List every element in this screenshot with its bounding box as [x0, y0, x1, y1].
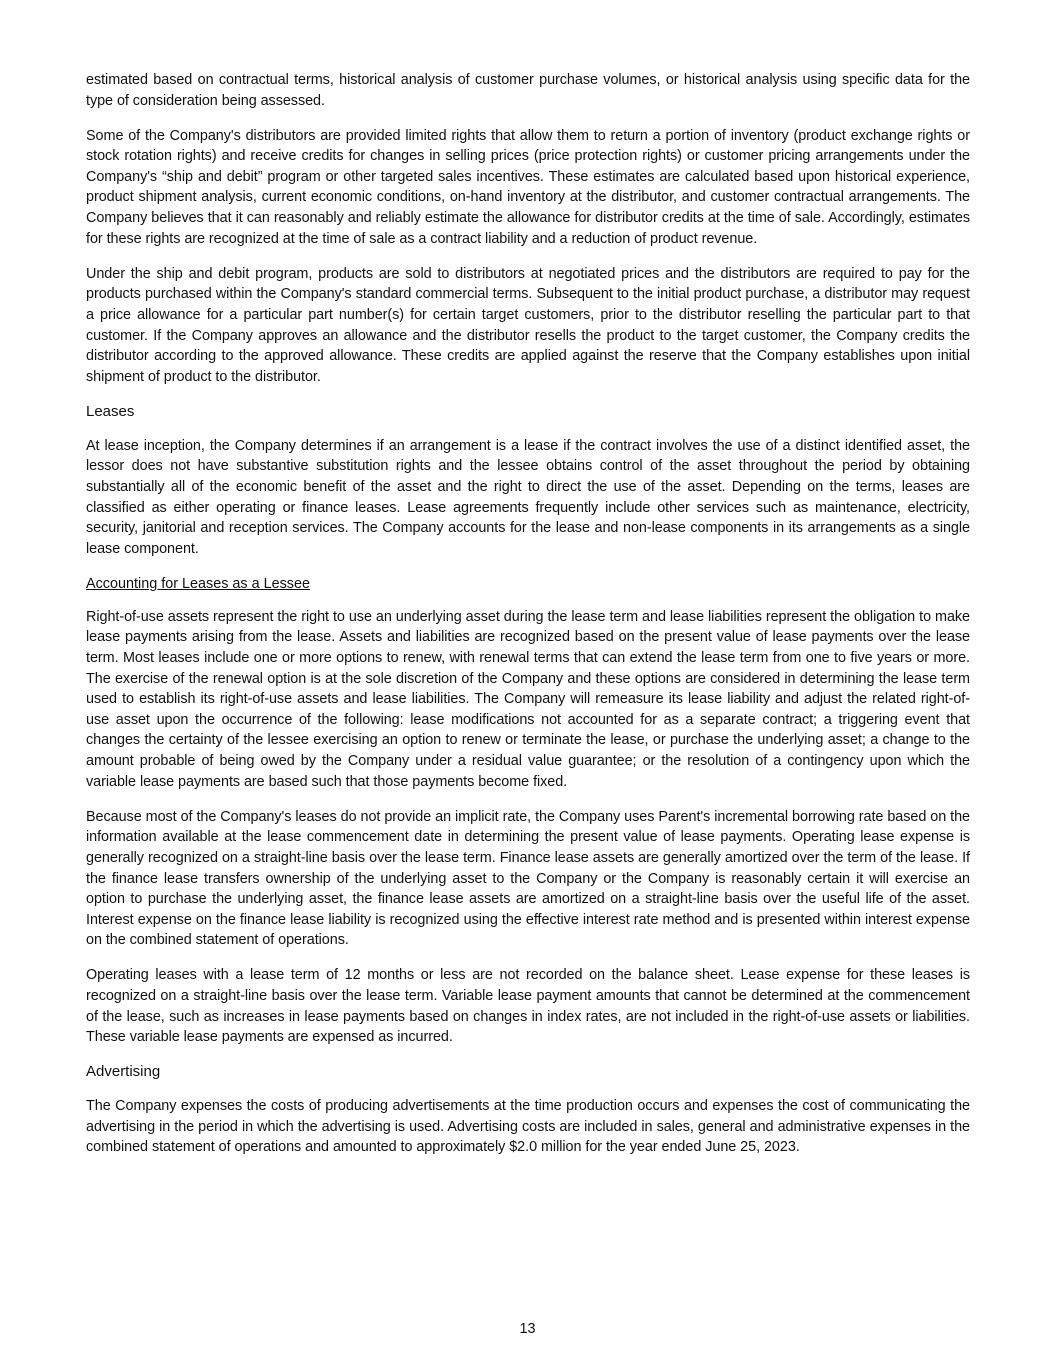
paragraph-lease-inception: At lease inception, the Company determines if an arrangement is a lease if the contract involves the use of a distinct identified asset, the lessor does not have substantive substitution rights and the lessee obtains control of the asset throughout the period by obtaining substantially all of the economic benefit of the asset and the right to direct the use of the asset. Depending on the terms, leases are classified as either operating or finance leases. Lease agreements frequently include other services such as maintenance, electricity, security, janitorial and reception services. The Company accounts for the lease and non-lease components in its arrangements as a single lease component. [86, 437, 970, 557]
section-heading-leases: Leases [86, 402, 135, 420]
paragraph-advertising: The Company expenses the costs of producing advertisements at the time production occurs and expenses the cost of communicating the advertising in the period in which the advertising is used. Advertising costs are included in sales, general and administrative expenses in the combined statement of operations and amounted to approximately $2.0 million for the year ended June 25, 2023. [86, 1098, 970, 1156]
paragraph-borrowing-rate: Because most of the Company's leases do not provide an implicit rate, the Company uses Parent's incremental borrowing rate based on the information available at the lease commencement date in determining the present value of lease payments. Operating lease expense is generally recognized on a straight-line basis over the lease term. Finance lease assets are generally amortized over the term of the lease. If the finance lease transfers ownership of the underlying asset to the Company or the Company is reasonably certain it will exercise an option to purchase the underlying asset, the finance lease assets are amortized on a straight-line basis over the useful life of the asset. Interest expense on the finance lease liability is recognized using the effective interest rate method and is presented within interest expense on the combined statement of operations. [86, 808, 970, 949]
paragraph-revenue-estimates: estimated based on contractual terms, historical analysis of customer purchase volumes, or historical analysis using specific data for the type of consideration being assessed. [86, 72, 970, 109]
document-page [86, 70, 970, 1173]
subheading-lessee-accounting: Accounting for Leases as a Lessee [86, 575, 310, 592]
page-number: 13 [519, 1321, 536, 1337]
paragraph-distributor-rights: Some of the Company's distributors are provided limited rights that allow them to return a portion of inventory (product exchange rights or stock rotation rights) and receive credits for changes in selling prices (price protection rights) or customer pricing arrangements under the Company's “ship and debit” program or other targeted sales incentives. These estimates are calculated based upon historical experience, product shipment analysis, current economic conditions, on-hand inventory at the distributor, and customer contractual arrangements. The Company believes that it can reasonably and reliably estimate the allowance for distributor credits at the time of sale. Accordingly, estimates for these rights are recognized at the time of sale as a contract liability and a reduction of product revenue. [86, 127, 970, 247]
paragraph-right-of-use: Right-of-use assets represent the right to use an underlying asset during the lease term and lease liabilities represent the obligation to make lease payments arising from the lease. Assets and liabilities are recognized based on the present value of lease payments over the lease term. Most leases include one or more options to renew, with renewal terms that can extend the lease term from one to five years or more. The exercise of the renewal option is at the sole discretion of the Company and these options are considered in determining the lease term used to establish its right-of-use assets and lease liabilities. The Company will remeasure its lease liability and adjust the related right-of-use asset upon the occurrence of the following: lease modifications not accounted for as a separate contract; a triggering event that changes the certainty of the lessee exercising an option to renew or terminate the lease, or purchase the underlying asset; a change to the amount probable of being owed by the Company under a residual value guarantee; or the resolution of a contingency upon which the variable lease payments are based such that those payments become fixed. [86, 608, 970, 790]
paragraph-short-term-leases: Operating leases with a lease term of 12 months or less are not recorded on the balance sheet. Lease expense for these leases is recognized on a straight-line basis over the lease term. Variable lease payment amounts that cannot be determined at the commencement of the lease, such as increases in lease payments based on changes in index rates, are not included in the right-of-use assets or liabilities. These variable lease payments are expensed as incurred. [86, 967, 970, 1046]
section-heading-advertising: Advertising [86, 1063, 161, 1081]
paragraph-ship-and-debit: Under the ship and debit program, products are sold to distributors at negotiated prices and the distributors are required to pay for the products purchased within the Company's standard commercial terms. Subsequent to the initial product purchase, a distributor may request a price allowance for a particular part number(s) for certain target customers, prior to the distributor reselling the particular part to that customer. If the Company approves an allowance and the distributor resells the product to the target customer, the Company credits the distributor according to the approved allowance. These credits are applied against the reserve that the Company establishes upon initial shipment of product to the distributor. [86, 265, 970, 385]
